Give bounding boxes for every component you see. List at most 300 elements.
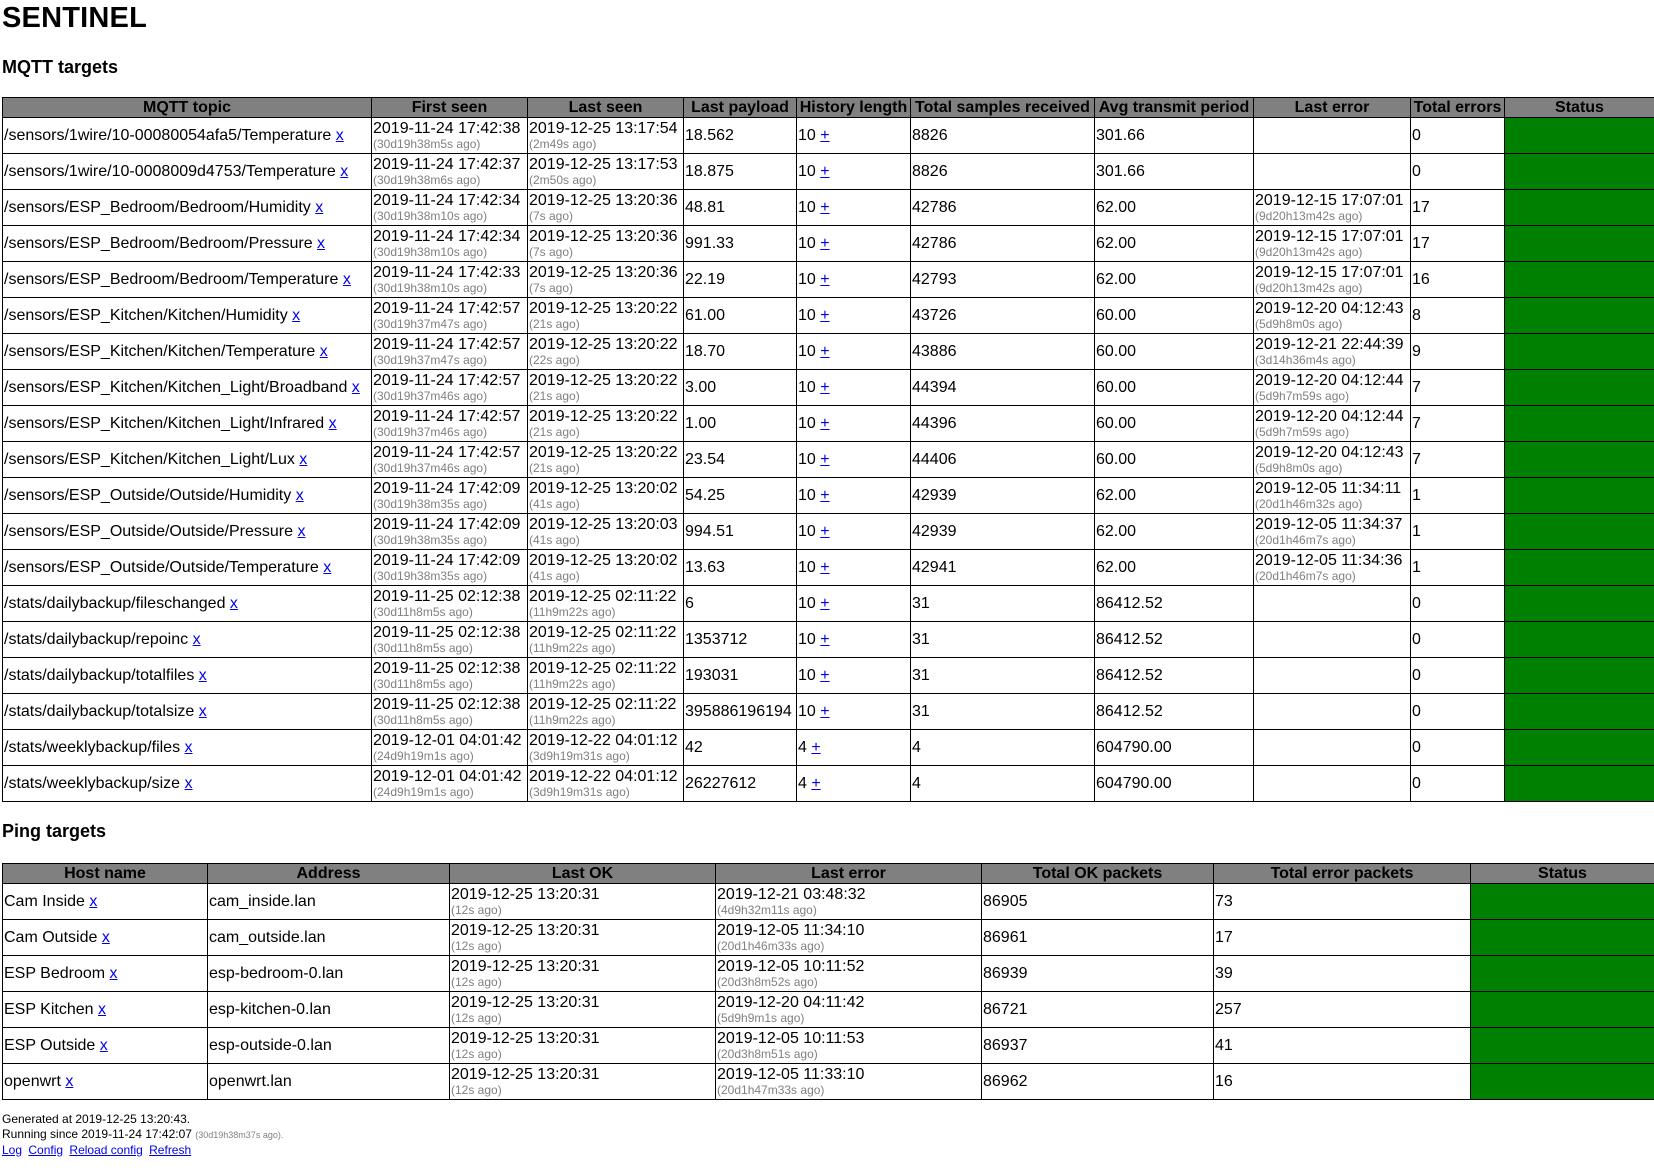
last-seen-time: 2019-12-25 13:20:22	[529, 444, 678, 461]
status-indicator	[1505, 334, 1654, 370]
ping-col-host-name: Host name	[3, 864, 208, 884]
first-seen	[372, 442, 528, 478]
mqtt-topic-cell	[3, 334, 372, 370]
first-seen	[372, 262, 528, 298]
host-address: esp-kitchen-0.lan	[208, 992, 450, 1028]
total-error-packets: 39	[1214, 956, 1471, 992]
mqtt-topic-cell	[3, 730, 372, 766]
last-ok-ago: (12s ago)	[451, 1083, 502, 1097]
status-indicator	[1505, 406, 1654, 442]
last-payload: 48.81	[684, 190, 797, 226]
first-seen-ago: (30d19h38m35s ago)	[373, 497, 488, 511]
history-length	[797, 226, 911, 262]
history-length-value: 10	[798, 307, 816, 324]
first-seen	[372, 118, 528, 154]
last-error	[1254, 154, 1411, 190]
expand-history-link[interactable]: +	[820, 307, 830, 324]
remove-topic-link[interactable]: x	[184, 775, 193, 792]
remove-host-link[interactable]: x	[65, 1073, 74, 1090]
total-samples: 44406	[911, 442, 1095, 478]
host-name: openwrt	[4, 1073, 61, 1090]
history-length-value: 10	[798, 199, 816, 216]
ping-col-status: Status	[1471, 864, 1654, 884]
ping-col-total-ok-packets: Total OK packets	[982, 864, 1214, 884]
last-payload: 18.70	[684, 334, 797, 370]
last-error-ago: (20d1h46m7s ago)	[1255, 533, 1356, 547]
last-seen	[528, 766, 684, 802]
last-error	[1254, 478, 1411, 514]
last-payload: 18.562	[684, 118, 797, 154]
avg-transmit-period: 301.66	[1095, 154, 1254, 190]
history-length	[797, 298, 911, 334]
total-errors: 0	[1411, 658, 1505, 694]
first-seen-ago: (30d19h38m35s ago)	[373, 569, 488, 583]
last-payload: 193031	[684, 658, 797, 694]
last-seen	[528, 190, 684, 226]
last-error	[1254, 406, 1411, 442]
first-seen	[372, 694, 528, 730]
expand-history-link[interactable]: +	[820, 523, 830, 540]
total-samples: 8826	[911, 118, 1095, 154]
total-errors: 9	[1411, 334, 1505, 370]
last-seen	[528, 442, 684, 478]
first-seen-ago: (30d11h8m5s ago)	[373, 713, 473, 727]
last-ok	[450, 956, 716, 992]
history-length	[797, 406, 911, 442]
ping-col-total-error-packets: Total error packets	[1214, 864, 1471, 884]
remove-topic-link[interactable]: x	[198, 703, 207, 720]
mqtt-topic: /sensors/ESP_Kitchen/Kitchen_Light/Lux	[4, 451, 295, 468]
remove-host-link[interactable]: x	[98, 1001, 106, 1018]
remove-topic-link[interactable]: x	[299, 451, 308, 468]
last-ok	[450, 992, 716, 1028]
last-seen	[528, 406, 684, 442]
expand-history-link[interactable]: +	[820, 127, 830, 144]
expand-history-link[interactable]: +	[811, 775, 821, 792]
total-ok-packets: 86962	[982, 1064, 1214, 1100]
mqtt-table-row	[3, 118, 1654, 154]
host-address: esp-bedroom-0.lan	[208, 956, 450, 992]
last-error-ago: (5d9h8m0s ago)	[1255, 461, 1343, 475]
last-error-ago: (9d20h13m42s ago)	[1255, 245, 1363, 259]
first-seen-time: 2019-11-24 17:42:34	[373, 228, 521, 245]
last-error	[1254, 442, 1411, 478]
last-error	[1254, 298, 1411, 334]
status-indicator	[1471, 1028, 1654, 1064]
running-since: Running since 2019-11-24 17:42:07	[2, 1127, 192, 1141]
first-seen	[372, 730, 528, 766]
avg-transmit-period: 60.00	[1095, 370, 1254, 406]
ping-last-error	[716, 884, 982, 920]
ping-last-error-time: 2019-12-05 11:34:10	[717, 922, 865, 939]
mqtt-col-history-length: History length	[797, 98, 911, 118]
first-seen-time: 2019-11-25 02:12:38	[373, 660, 521, 677]
host-name-cell	[3, 1028, 208, 1064]
first-seen-ago: (30d19h37m47s ago)	[373, 317, 488, 331]
total-samples: 31	[911, 694, 1095, 730]
ping-last-error-ago: (20d1h47m33s ago)	[717, 1083, 825, 1097]
last-seen-time: 2019-12-25 02:11:22	[529, 660, 677, 677]
avg-transmit-period: 60.00	[1095, 406, 1254, 442]
ping-last-error	[716, 956, 982, 992]
expand-history-link[interactable]: +	[820, 379, 830, 396]
mqtt-table-row	[3, 190, 1654, 226]
last-error-time: 2019-12-20 04:12:44	[1255, 408, 1404, 425]
last-seen-time: 2019-12-25 13:20:36	[529, 228, 678, 245]
last-error	[1254, 370, 1411, 406]
expand-history-link[interactable]: +	[820, 667, 830, 684]
mqtt-topic: /sensors/ESP_Kitchen/Kitchen_Light/Infrared	[4, 415, 325, 432]
status-indicator	[1505, 730, 1654, 766]
first-seen	[372, 190, 528, 226]
history-length-value: 10	[798, 667, 816, 684]
remove-topic-link[interactable]: x	[323, 559, 332, 576]
mqtt-topic: /sensors/1wire/10-0008009d4753/Temperature	[4, 163, 336, 180]
remove-topic-link[interactable]: x	[198, 667, 207, 684]
last-error	[1254, 334, 1411, 370]
remove-topic-link[interactable]: x	[342, 271, 351, 288]
total-ok-packets: 86905	[982, 884, 1214, 920]
ping-last-error-ago: (20d3h8m51s ago)	[717, 1047, 818, 1061]
last-payload: 1353712	[684, 622, 797, 658]
first-seen-time: 2019-12-01 04:01:42	[373, 768, 522, 785]
last-ok-time: 2019-12-25 13:20:31	[451, 994, 600, 1011]
avg-transmit-period: 60.00	[1095, 298, 1254, 334]
mqtt-topic-cell	[3, 766, 372, 802]
avg-transmit-period: 62.00	[1095, 550, 1254, 586]
remove-host-link[interactable]: x	[109, 965, 118, 982]
mqtt-topic-cell	[3, 298, 372, 334]
last-error-time: 2019-12-20 04:12:43	[1255, 444, 1404, 461]
history-length	[797, 334, 911, 370]
last-seen-ago: (11h9m22s ago)	[529, 677, 616, 691]
total-samples: 44396	[911, 406, 1095, 442]
status-indicator	[1505, 586, 1654, 622]
last-seen-ago: (3d9h19m31s ago)	[529, 785, 630, 799]
host-address: cam_inside.lan	[208, 884, 450, 920]
expand-history-link[interactable]: +	[820, 595, 830, 612]
history-length-value: 10	[798, 703, 816, 720]
ping-last-error-time: 2019-12-21 03:48:32	[717, 886, 866, 903]
expand-history-link[interactable]: +	[820, 487, 830, 504]
total-errors: 0	[1411, 766, 1505, 802]
ping-last-error-ago: (5d9h9m1s ago)	[717, 1011, 805, 1025]
ping-last-error-time: 2019-12-05 10:11:52	[717, 958, 865, 975]
mqtt-col-status: Status	[1505, 98, 1654, 118]
first-seen-ago: (30d19h37m47s ago)	[373, 353, 488, 367]
last-seen-time: 2019-12-22 04:01:12	[529, 732, 678, 749]
total-errors: 8	[1411, 298, 1505, 334]
last-seen-time: 2019-12-25 13:20:02	[529, 552, 678, 569]
mqtt-table-row	[3, 586, 1654, 622]
status-indicator	[1505, 370, 1654, 406]
last-seen-ago: (7s ago)	[529, 209, 574, 223]
mqtt-topic: /sensors/ESP_Outside/Outside/Pressure	[4, 523, 294, 540]
last-seen	[528, 334, 684, 370]
first-seen-time: 2019-11-24 17:42:57	[373, 336, 521, 353]
first-seen-ago: (30d11h8m5s ago)	[373, 605, 473, 619]
total-samples: 8826	[911, 154, 1095, 190]
remove-topic-link[interactable]: x	[229, 595, 238, 612]
history-length	[797, 478, 911, 514]
first-seen-time: 2019-11-24 17:42:09	[373, 516, 521, 533]
ping-table-row	[3, 992, 1654, 1028]
last-seen-ago: (7s ago)	[529, 245, 574, 259]
last-error	[1254, 766, 1411, 802]
last-seen-ago: (21s ago)	[529, 317, 580, 331]
remove-topic-link[interactable]: x	[340, 163, 349, 180]
total-samples: 42939	[911, 478, 1095, 514]
refresh-link[interactable]: Refresh	[149, 1143, 192, 1157]
host-address: esp-outside-0.lan	[208, 1028, 450, 1064]
last-error-ago: (5d9h7m59s ago)	[1255, 425, 1350, 439]
last-error-ago: (3d14h36m4s ago)	[1255, 353, 1356, 367]
first-seen-ago: (30d19h38m10s ago)	[373, 245, 488, 259]
ping-table-row	[3, 920, 1654, 956]
expand-history-link[interactable]: +	[820, 199, 830, 216]
last-seen	[528, 622, 684, 658]
ping-col-last-error: Last error	[716, 864, 982, 884]
mqtt-topic: /sensors/ESP_Kitchen/Kitchen/Temperature	[4, 343, 316, 360]
first-seen-time: 2019-11-24 17:42:34	[373, 192, 521, 209]
expand-history-link[interactable]: +	[820, 235, 830, 252]
last-seen	[528, 262, 684, 298]
last-seen-time: 2019-12-22 04:01:12	[529, 768, 678, 785]
total-errors: 1	[1411, 514, 1505, 550]
host-name: ESP Bedroom	[4, 965, 106, 982]
last-error-ago: (20d1h46m7s ago)	[1255, 569, 1356, 583]
last-seen-time: 2019-12-25 13:20:36	[529, 264, 678, 281]
last-seen-time: 2019-12-25 13:20:22	[529, 372, 678, 389]
host-name-cell	[3, 992, 208, 1028]
mqtt-topic-cell	[3, 442, 372, 478]
avg-transmit-period: 86412.52	[1095, 694, 1254, 730]
last-seen-ago: (2m49s ago)	[529, 137, 597, 151]
last-error-time: 2019-12-15 17:07:01	[1255, 264, 1404, 281]
last-error	[1254, 514, 1411, 550]
mqtt-col-mqtt-topic: MQTT topic	[3, 98, 372, 118]
status-indicator	[1505, 478, 1654, 514]
ping-last-error-time: 2019-12-05 10:11:53	[717, 1030, 865, 1047]
mqtt-table-row	[3, 658, 1654, 694]
ping-last-error	[716, 992, 982, 1028]
total-errors: 0	[1411, 694, 1505, 730]
last-payload: 61.00	[684, 298, 797, 334]
expand-history-link[interactable]: +	[820, 415, 830, 432]
remove-topic-link[interactable]: x	[297, 523, 306, 540]
last-payload: 6	[684, 586, 797, 622]
mqtt-topic: /sensors/1wire/10-00080054afa5/Temperature	[4, 127, 332, 144]
history-length-value: 10	[798, 343, 816, 360]
first-seen	[372, 298, 528, 334]
total-errors: 0	[1411, 730, 1505, 766]
last-seen-ago: (21s ago)	[529, 461, 580, 475]
expand-history-link[interactable]: +	[820, 451, 830, 468]
last-seen-ago: (21s ago)	[529, 389, 580, 403]
last-payload: 23.54	[684, 442, 797, 478]
expand-history-link[interactable]: +	[811, 739, 821, 756]
ping-last-error-time: 2019-12-20 04:11:42	[717, 994, 865, 1011]
remove-topic-link[interactable]: x	[192, 631, 201, 648]
last-ok-time: 2019-12-25 13:20:31	[451, 1066, 600, 1083]
ping-last-error	[716, 1028, 982, 1064]
last-ok-ago: (12s ago)	[451, 975, 502, 989]
last-seen	[528, 694, 684, 730]
last-ok-ago: (12s ago)	[451, 1047, 502, 1061]
mqtt-topic-cell	[3, 370, 372, 406]
mqtt-section-title: MQTT targets	[2, 57, 119, 77]
last-payload: 42	[684, 730, 797, 766]
remove-topic-link[interactable]: x	[184, 739, 193, 756]
avg-transmit-period: 301.66	[1095, 118, 1254, 154]
first-seen-ago: (30d19h38m10s ago)	[373, 281, 488, 295]
first-seen	[372, 478, 528, 514]
mqtt-table-row	[3, 478, 1654, 514]
first-seen-time: 2019-11-24 17:42:09	[373, 552, 521, 569]
ping-last-error-ago: (20d1h46m33s ago)	[717, 939, 825, 953]
last-seen-ago: (41s ago)	[529, 533, 580, 547]
status-indicator	[1471, 920, 1654, 956]
total-samples: 43886	[911, 334, 1095, 370]
last-seen-time: 2019-12-25 13:20:02	[529, 480, 678, 497]
mqtt-col-total-errors: Total errors	[1411, 98, 1505, 118]
mqtt-topic-cell	[3, 478, 372, 514]
remove-topic-link[interactable]: x	[335, 127, 344, 144]
log-link[interactable]: Log	[2, 1143, 23, 1157]
expand-history-link[interactable]: +	[820, 703, 830, 720]
expand-history-link[interactable]: +	[820, 271, 830, 288]
last-seen-ago: (7s ago)	[529, 281, 574, 295]
mqtt-topic: /sensors/ESP_Kitchen/Kitchen/Humidity	[4, 307, 288, 324]
mqtt-col-total-samples-received: Total samples received	[911, 98, 1095, 118]
first-seen	[372, 514, 528, 550]
ping-last-error	[716, 920, 982, 956]
last-payload: 1.00	[684, 406, 797, 442]
status-indicator	[1471, 1064, 1654, 1100]
total-samples: 42786	[911, 190, 1095, 226]
reload-config-link[interactable]: Reload config	[69, 1143, 143, 1157]
expand-history-link[interactable]: +	[820, 343, 830, 360]
history-length	[797, 370, 911, 406]
mqtt-topic-cell	[3, 226, 372, 262]
last-ok-time: 2019-12-25 13:20:31	[451, 958, 600, 975]
last-seen	[528, 370, 684, 406]
total-samples: 42786	[911, 226, 1095, 262]
avg-transmit-period: 62.00	[1095, 514, 1254, 550]
remove-topic-link[interactable]: x	[328, 415, 337, 432]
first-seen-ago: (30d19h37m46s ago)	[373, 425, 488, 439]
last-seen-ago: (11h9m22s ago)	[529, 605, 616, 619]
remove-host-link[interactable]: x	[89, 893, 98, 910]
last-seen	[528, 154, 684, 190]
status-indicator	[1471, 992, 1654, 1028]
total-error-packets: 73	[1214, 884, 1471, 920]
status-indicator	[1505, 622, 1654, 658]
last-error-ago: (20d1h46m32s ago)	[1255, 497, 1363, 511]
remove-topic-link[interactable]: x	[319, 343, 328, 360]
first-seen-time: 2019-11-24 17:42:57	[373, 408, 521, 425]
remove-host-link[interactable]: x	[101, 929, 110, 946]
mqtt-topic-cell	[3, 550, 372, 586]
total-errors: 16	[1411, 262, 1505, 298]
avg-transmit-period: 62.00	[1095, 190, 1254, 226]
mqtt-topic: /stats/dailybackup/totalsize	[4, 703, 195, 720]
ping-section-title: Ping targets	[2, 821, 107, 841]
first-seen-ago: (30d19h37m46s ago)	[373, 461, 488, 475]
host-name-cell	[3, 884, 208, 920]
first-seen	[372, 658, 528, 694]
last-seen	[528, 298, 684, 334]
last-payload: 3.00	[684, 370, 797, 406]
history-length-value: 10	[798, 127, 816, 144]
history-length	[797, 154, 911, 190]
total-samples: 31	[911, 658, 1095, 694]
history-length	[797, 730, 911, 766]
total-samples: 4	[911, 730, 1095, 766]
remove-topic-link[interactable]: x	[292, 307, 301, 324]
history-length	[797, 658, 911, 694]
last-seen-time: 2019-12-25 13:20:22	[529, 408, 678, 425]
last-error	[1254, 226, 1411, 262]
remove-topic-link[interactable]: x	[295, 487, 304, 504]
total-samples: 42793	[911, 262, 1095, 298]
history-length-value: 10	[798, 271, 816, 288]
last-seen	[528, 514, 684, 550]
last-seen-time: 2019-12-25 13:20:36	[529, 192, 678, 209]
total-errors: 0	[1411, 586, 1505, 622]
last-seen-ago: (41s ago)	[529, 569, 580, 583]
last-seen	[528, 118, 684, 154]
avg-transmit-period: 86412.52	[1095, 658, 1254, 694]
status-indicator	[1505, 190, 1654, 226]
history-length	[797, 262, 911, 298]
ping-last-error-ago: (4d9h32m11s ago)	[717, 903, 817, 917]
last-seen-ago: (41s ago)	[529, 497, 580, 511]
last-error-time: 2019-12-15 17:07:01	[1255, 192, 1404, 209]
avg-transmit-period: 86412.52	[1095, 586, 1254, 622]
mqtt-topic: /stats/dailybackup/fileschanged	[4, 595, 226, 612]
last-seen	[528, 550, 684, 586]
last-payload: 13.63	[684, 550, 797, 586]
history-length-value: 10	[798, 235, 816, 252]
last-error-time: 2019-12-15 17:07:01	[1255, 228, 1404, 245]
expand-history-link[interactable]: +	[820, 163, 830, 180]
status-indicator	[1471, 884, 1654, 920]
history-length	[797, 514, 911, 550]
total-errors: 17	[1411, 226, 1505, 262]
running-since-ago: (30d19h38m37s ago).	[195, 1130, 284, 1140]
expand-history-link[interactable]: +	[820, 559, 830, 576]
remove-topic-link[interactable]: x	[317, 235, 326, 252]
total-errors: 17	[1411, 190, 1505, 226]
total-errors: 0	[1411, 154, 1505, 190]
first-seen	[372, 334, 528, 370]
total-errors: 7	[1411, 442, 1505, 478]
mqtt-topic: /stats/weeklybackup/files	[4, 739, 181, 756]
last-error-time: 2019-12-05 11:34:36	[1255, 552, 1403, 569]
mqtt-table-row	[3, 622, 1654, 658]
avg-transmit-period: 60.00	[1095, 334, 1254, 370]
remove-topic-link[interactable]: x	[351, 379, 360, 396]
config-link[interactable]: Config	[28, 1143, 64, 1157]
history-length	[797, 442, 911, 478]
mqtt-col-last-seen: Last seen	[528, 98, 684, 118]
remove-topic-link[interactable]: x	[315, 199, 324, 216]
ping-col-last-ok: Last OK	[450, 864, 716, 884]
last-payload: 991.33	[684, 226, 797, 262]
expand-history-link[interactable]: +	[820, 631, 830, 648]
remove-host-link[interactable]: x	[99, 1037, 108, 1054]
